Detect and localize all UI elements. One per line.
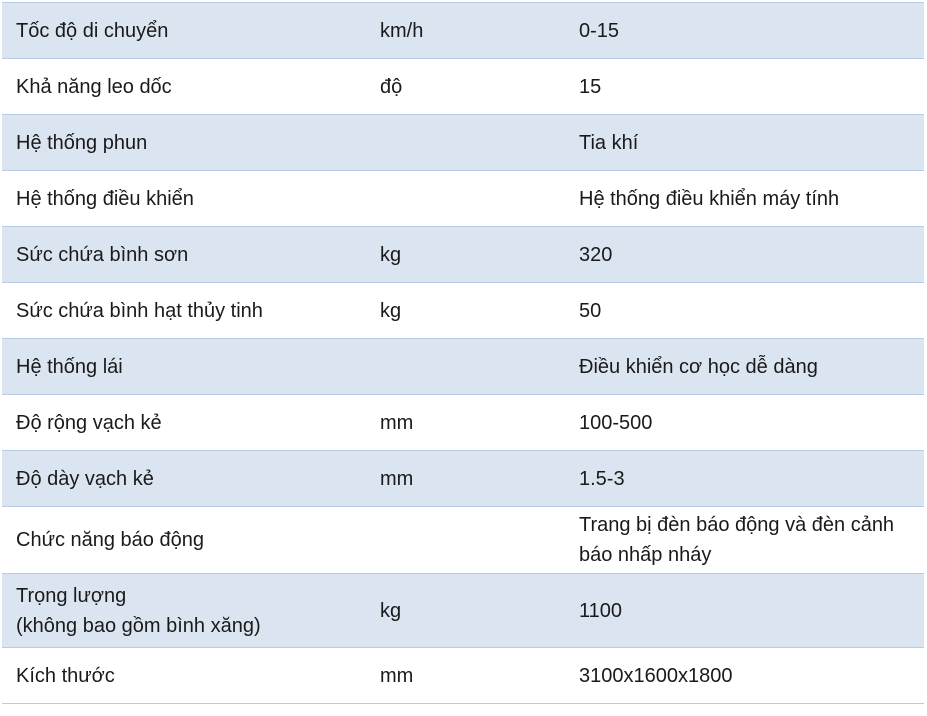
table-row <box>2 3 924 59</box>
table-row <box>2 59 924 115</box>
spec-value-line: báo nhấp nháy <box>579 544 712 566</box>
spec-unit: mm <box>366 648 565 704</box>
spec-unit <box>366 339 565 395</box>
spec-value: 320 <box>565 227 924 283</box>
spec-value: 0-15 <box>565 3 924 59</box>
table-row <box>2 171 924 227</box>
table-row <box>2 648 924 704</box>
spec-name: Kích thước <box>2 648 366 704</box>
spec-value: Điều khiển cơ học dễ dàng <box>565 339 924 395</box>
spec-value: Tia khí <box>565 115 924 171</box>
spec-name: Độ rộng vạch kẻ <box>2 395 366 451</box>
table-row <box>2 339 924 395</box>
spec-name: Khả năng leo dốc <box>2 59 366 115</box>
table-row <box>2 451 924 507</box>
spec-name: Sức chứa bình sơn <box>2 227 366 283</box>
spec-unit: kg <box>366 574 565 648</box>
spec-unit <box>366 507 565 574</box>
spec-unit <box>366 171 565 227</box>
table-row <box>2 227 924 283</box>
spec-value: 1100 <box>565 574 924 648</box>
spec-value: 15 <box>565 59 924 115</box>
spec-unit: km/h <box>366 3 565 59</box>
spec-value: 50 <box>565 283 924 339</box>
spec-value: Hệ thống điều khiển máy tính <box>565 171 924 227</box>
spec-name-line: Trọng lượng <box>16 584 127 607</box>
spec-value: 1.5-3 <box>565 451 924 507</box>
spec-value: 3100x1600x1800 <box>565 648 924 704</box>
table-row <box>2 283 924 339</box>
spec-unit: kg <box>366 227 565 283</box>
spec-unit: mm <box>366 395 565 451</box>
spec-name: Chức năng báo động <box>2 507 366 574</box>
spec-name: Tốc độ di chuyển <box>2 3 366 59</box>
spec-name <box>2 574 366 648</box>
spec-unit: độ <box>366 59 565 115</box>
spec-unit: mm <box>366 451 565 507</box>
table-row <box>2 395 924 451</box>
spec-unit <box>366 115 565 171</box>
spec-name: Hệ thống phun <box>2 115 366 171</box>
table-row <box>2 574 924 648</box>
spec-name: Hệ thống lái <box>2 339 366 395</box>
spec-name: Sức chứa bình hạt thủy tinh <box>2 283 366 339</box>
table-row <box>2 507 924 574</box>
spec-value-line: Trang bị đèn báo động và đèn cảnh <box>579 514 895 536</box>
spec-name-line: (không bao gồm bình xăng) <box>16 614 261 637</box>
spec-unit: kg <box>366 283 565 339</box>
spec-value <box>565 507 924 574</box>
spec-value: 100-500 <box>565 395 924 451</box>
specification-table <box>2 2 924 704</box>
table-row <box>2 115 924 171</box>
spec-name: Hệ thống điều khiển <box>2 171 366 227</box>
spec-name: Độ dày vạch kẻ <box>2 451 366 507</box>
